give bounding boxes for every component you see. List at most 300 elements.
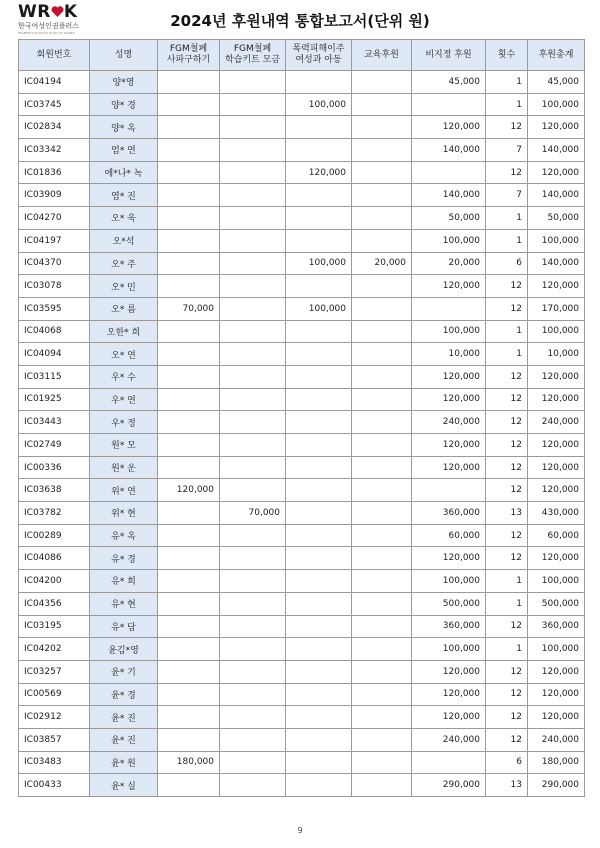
column-header-label: 교육후원 xyxy=(364,49,399,60)
table-row xyxy=(19,229,585,252)
count-cell: 1 xyxy=(486,343,528,366)
column-header-label: 후원총계 xyxy=(538,49,574,60)
undesignated-cell: 500,000 xyxy=(412,592,486,615)
education-cell xyxy=(352,592,412,615)
fgm-kit-cell xyxy=(220,570,286,593)
education-cell xyxy=(352,502,412,525)
column-header xyxy=(90,40,158,71)
column-header-label: 성명 xyxy=(114,49,133,60)
undesignated-cell xyxy=(412,297,486,320)
count-cell: 7 xyxy=(486,184,528,207)
table-row xyxy=(19,502,585,525)
undesignated-cell xyxy=(412,479,486,502)
name-cell: 윤* 원 xyxy=(90,751,158,774)
education-cell xyxy=(352,320,412,343)
total-cell: 60,000 xyxy=(528,524,585,547)
migrant-women-cell xyxy=(286,388,352,411)
total-cell: 120,000 xyxy=(528,434,585,457)
name-cell: 오* 름 xyxy=(90,297,158,320)
member-id-cell: IC04094 xyxy=(19,343,90,366)
count-cell: 1 xyxy=(486,570,528,593)
member-id-cell: IC00289 xyxy=(19,524,90,547)
name-cell: 유* 담 xyxy=(90,615,158,638)
name-cell: 유* 경 xyxy=(90,547,158,570)
undesignated-cell: 100,000 xyxy=(412,320,486,343)
count-cell: 1 xyxy=(486,592,528,615)
count-cell: 12 xyxy=(486,411,528,434)
table-row xyxy=(19,774,585,797)
total-cell: 100,000 xyxy=(528,638,585,661)
undesignated-cell: 120,000 xyxy=(412,275,486,298)
fgm-safa-cell xyxy=(158,434,220,457)
total-cell: 50,000 xyxy=(528,207,585,230)
table-row xyxy=(19,139,585,162)
column-header xyxy=(19,40,90,71)
fgm-kit-cell xyxy=(220,615,286,638)
fgm-kit-cell xyxy=(220,93,286,116)
table-row xyxy=(19,434,585,457)
member-id-cell: IC03115 xyxy=(19,365,90,388)
name-cell: 오*석 xyxy=(90,229,158,252)
count-cell: 12 xyxy=(486,116,528,139)
undesignated-cell: 120,000 xyxy=(412,365,486,388)
count-cell: 1 xyxy=(486,207,528,230)
undesignated-cell: 120,000 xyxy=(412,388,486,411)
column-header-label-line2: 여성과 아동 xyxy=(295,55,342,65)
total-cell: 140,000 xyxy=(528,139,585,162)
fgm-kit-cell xyxy=(220,184,286,207)
table-row xyxy=(19,615,585,638)
undesignated-cell: 290,000 xyxy=(412,774,486,797)
fgm-kit-cell xyxy=(220,547,286,570)
count-cell: 1 xyxy=(486,93,528,116)
education-cell xyxy=(352,660,412,683)
table-row xyxy=(19,93,585,116)
column-header xyxy=(352,40,412,71)
member-id-cell: IC03782 xyxy=(19,502,90,525)
fgm-kit-cell xyxy=(220,388,286,411)
education-cell xyxy=(352,570,412,593)
column-header xyxy=(528,40,585,71)
count-cell: 6 xyxy=(486,751,528,774)
undesignated-cell xyxy=(412,161,486,184)
fgm-safa-cell xyxy=(158,71,220,94)
fgm-kit-cell xyxy=(220,434,286,457)
table-row xyxy=(19,638,585,661)
name-cell: 윤* 기 xyxy=(90,660,158,683)
fgm-safa-cell xyxy=(158,547,220,570)
migrant-women-cell xyxy=(286,456,352,479)
fgm-safa-cell xyxy=(158,184,220,207)
count-cell: 12 xyxy=(486,479,528,502)
migrant-women-cell: 100,000 xyxy=(286,297,352,320)
fgm-kit-cell xyxy=(220,320,286,343)
fgm-kit-cell xyxy=(220,207,286,230)
undesignated-cell: 140,000 xyxy=(412,184,486,207)
total-cell: 120,000 xyxy=(528,660,585,683)
total-cell: 500,000 xyxy=(528,592,585,615)
page-number: 9 xyxy=(297,826,303,835)
count-cell: 12 xyxy=(486,615,528,638)
member-id-cell: IC04086 xyxy=(19,547,90,570)
member-id-cell: IC04068 xyxy=(19,320,90,343)
name-cell: 위* 현 xyxy=(90,502,158,525)
migrant-women-cell xyxy=(286,751,352,774)
undesignated-cell: 120,000 xyxy=(412,683,486,706)
table-row xyxy=(19,524,585,547)
total-cell: 240,000 xyxy=(528,411,585,434)
undesignated-cell: 120,000 xyxy=(412,660,486,683)
table-row xyxy=(19,320,585,343)
count-cell: 12 xyxy=(486,547,528,570)
fgm-kit-cell xyxy=(220,660,286,683)
fgm-safa-cell xyxy=(158,343,220,366)
fgm-safa-cell xyxy=(158,570,220,593)
education-cell xyxy=(352,184,412,207)
education-cell xyxy=(352,547,412,570)
count-cell: 12 xyxy=(486,275,528,298)
undesignated-cell: 360,000 xyxy=(412,502,486,525)
count-cell: 12 xyxy=(486,161,528,184)
total-cell: 120,000 xyxy=(528,706,585,729)
total-cell: 120,000 xyxy=(528,456,585,479)
migrant-women-cell xyxy=(286,71,352,94)
member-id-cell: IC01836 xyxy=(19,161,90,184)
name-cell: 원* 모 xyxy=(90,434,158,457)
name-cell: 에*나* 녹 xyxy=(90,161,158,184)
member-id-cell: IC02912 xyxy=(19,706,90,729)
fgm-safa-cell xyxy=(158,320,220,343)
fgm-safa-cell xyxy=(158,411,220,434)
total-cell: 240,000 xyxy=(528,728,585,751)
count-cell: 12 xyxy=(486,297,528,320)
undesignated-cell: 10,000 xyxy=(412,343,486,366)
count-cell: 12 xyxy=(486,434,528,457)
total-cell: 120,000 xyxy=(528,161,585,184)
member-id-cell: IC04370 xyxy=(19,252,90,275)
column-header-label: FGM철폐 xyxy=(233,44,272,54)
fgm-safa-cell xyxy=(158,116,220,139)
table-row xyxy=(19,706,585,729)
total-cell: 120,000 xyxy=(528,116,585,139)
undesignated-cell: 100,000 xyxy=(412,229,486,252)
migrant-women-cell xyxy=(286,570,352,593)
column-header-label-line2: 사파구하기 xyxy=(166,55,211,65)
count-cell: 12 xyxy=(486,706,528,729)
member-id-cell: IC03595 xyxy=(19,297,90,320)
fgm-kit-cell xyxy=(220,683,286,706)
member-id-cell: IC04202 xyxy=(19,638,90,661)
total-cell: 10,000 xyxy=(528,343,585,366)
fgm-safa-cell xyxy=(158,592,220,615)
migrant-women-cell xyxy=(286,365,352,388)
undesignated-cell: 120,000 xyxy=(412,547,486,570)
undesignated-cell: 360,000 xyxy=(412,615,486,638)
education-cell xyxy=(352,71,412,94)
fgm-kit-cell xyxy=(220,275,286,298)
name-cell: 양*영 xyxy=(90,71,158,94)
total-cell: 120,000 xyxy=(528,683,585,706)
column-header xyxy=(158,40,220,71)
education-cell xyxy=(352,139,412,162)
fgm-kit-cell xyxy=(220,456,286,479)
education-cell xyxy=(352,524,412,547)
name-cell: 윤* 실 xyxy=(90,774,158,797)
member-id-cell: IC03857 xyxy=(19,728,90,751)
table-row xyxy=(19,683,585,706)
table-row xyxy=(19,71,585,94)
migrant-women-cell xyxy=(286,229,352,252)
education-cell xyxy=(352,751,412,774)
member-id-cell: IC03745 xyxy=(19,93,90,116)
undesignated-cell: 120,000 xyxy=(412,456,486,479)
table-row xyxy=(19,547,585,570)
migrant-women-cell: 100,000 xyxy=(286,252,352,275)
migrant-women-cell xyxy=(286,774,352,797)
total-cell: 100,000 xyxy=(528,320,585,343)
fgm-kit-cell xyxy=(220,774,286,797)
count-cell: 12 xyxy=(486,456,528,479)
fgm-safa-cell xyxy=(158,207,220,230)
page-title: 2024년 후원내역 통합보고서(단위 원) xyxy=(170,12,430,30)
count-cell: 6 xyxy=(486,252,528,275)
count-cell: 12 xyxy=(486,728,528,751)
education-cell xyxy=(352,116,412,139)
total-cell: 290,000 xyxy=(528,774,585,797)
table-row xyxy=(19,161,585,184)
fgm-safa-cell xyxy=(158,774,220,797)
education-cell xyxy=(352,456,412,479)
education-cell xyxy=(352,275,412,298)
member-id-cell: IC00569 xyxy=(19,683,90,706)
table-row xyxy=(19,660,585,683)
migrant-women-cell xyxy=(286,184,352,207)
fgm-safa-cell xyxy=(158,706,220,729)
donation-report-table xyxy=(18,39,585,797)
name-cell: 우* 연 xyxy=(90,388,158,411)
member-id-cell: IC01925 xyxy=(19,388,90,411)
undesignated-cell: 45,000 xyxy=(412,71,486,94)
fgm-kit-cell: 70,000 xyxy=(220,502,286,525)
table-header-row xyxy=(19,40,585,71)
education-cell xyxy=(352,388,412,411)
education-cell xyxy=(352,93,412,116)
education-cell xyxy=(352,434,412,457)
education-cell xyxy=(352,297,412,320)
fgm-safa-cell xyxy=(158,161,220,184)
member-id-cell: IC03909 xyxy=(19,184,90,207)
fgm-kit-cell xyxy=(220,71,286,94)
table-row xyxy=(19,479,585,502)
education-cell xyxy=(352,706,412,729)
fgm-kit-cell xyxy=(220,365,286,388)
name-cell: 윤* 진 xyxy=(90,728,158,751)
member-id-cell: IC03078 xyxy=(19,275,90,298)
total-cell: 100,000 xyxy=(528,93,585,116)
fgm-kit-cell xyxy=(220,411,286,434)
fgm-kit-cell xyxy=(220,728,286,751)
name-cell: 엄* 연 xyxy=(90,139,158,162)
member-id-cell: IC03638 xyxy=(19,479,90,502)
table-row xyxy=(19,252,585,275)
education-cell xyxy=(352,365,412,388)
fgm-safa-cell xyxy=(158,252,220,275)
migrant-women-cell xyxy=(286,320,352,343)
education-cell xyxy=(352,638,412,661)
undesignated-cell: 140,000 xyxy=(412,139,486,162)
table-row xyxy=(19,365,585,388)
fgm-safa-cell xyxy=(158,683,220,706)
fgm-kit-cell xyxy=(220,139,286,162)
member-id-cell: IC03443 xyxy=(19,411,90,434)
education-cell xyxy=(352,683,412,706)
fgm-kit-cell xyxy=(220,343,286,366)
undesignated-cell: 240,000 xyxy=(412,728,486,751)
migrant-women-cell xyxy=(286,411,352,434)
table-row xyxy=(19,184,585,207)
name-cell: 유* 현 xyxy=(90,592,158,615)
education-cell xyxy=(352,411,412,434)
member-id-cell: IC00336 xyxy=(19,456,90,479)
fgm-safa-cell xyxy=(158,615,220,638)
name-cell: 윤김*영 xyxy=(90,638,158,661)
name-cell: 오* 욱 xyxy=(90,207,158,230)
name-cell: 원* 운 xyxy=(90,456,158,479)
fgm-kit-cell xyxy=(220,751,286,774)
count-cell: 12 xyxy=(486,524,528,547)
migrant-women-cell xyxy=(286,524,352,547)
fgm-safa-cell xyxy=(158,275,220,298)
table-row xyxy=(19,751,585,774)
table-row xyxy=(19,728,585,751)
migrant-women-cell xyxy=(286,615,352,638)
count-cell: 12 xyxy=(486,683,528,706)
logo-text-right: K xyxy=(63,2,78,22)
table-row xyxy=(19,411,585,434)
column-header-label: 회원번호 xyxy=(36,49,72,60)
member-id-cell: IC03257 xyxy=(19,660,90,683)
total-cell: 100,000 xyxy=(528,570,585,593)
migrant-women-cell: 120,000 xyxy=(286,161,352,184)
fgm-kit-cell xyxy=(220,252,286,275)
count-cell: 12 xyxy=(486,388,528,411)
education-cell xyxy=(352,229,412,252)
fgm-safa-cell xyxy=(158,229,220,252)
migrant-women-cell xyxy=(286,728,352,751)
migrant-women-cell xyxy=(286,502,352,525)
count-cell: 13 xyxy=(486,502,528,525)
table-row xyxy=(19,116,585,139)
migrant-women-cell xyxy=(286,683,352,706)
logo-text-left: WR xyxy=(18,2,51,22)
fgm-safa-cell xyxy=(158,660,220,683)
education-cell xyxy=(352,615,412,638)
logo-subtitle: 한국여성인권플러스 xyxy=(18,22,79,30)
fgm-safa-cell: 180,000 xyxy=(158,751,220,774)
count-cell: 1 xyxy=(486,229,528,252)
member-id-cell: IC04270 xyxy=(19,207,90,230)
member-id-cell: IC04197 xyxy=(19,229,90,252)
migrant-women-cell xyxy=(286,139,352,162)
name-cell: 염* 진 xyxy=(90,184,158,207)
column-header-label: 횟수 xyxy=(497,49,516,60)
total-cell: 120,000 xyxy=(528,479,585,502)
table-row xyxy=(19,207,585,230)
column-header-label: 비지정 후원 xyxy=(425,49,472,60)
column-header xyxy=(412,40,486,71)
fgm-kit-cell xyxy=(220,229,286,252)
name-cell: 위* 연 xyxy=(90,479,158,502)
total-cell: 120,000 xyxy=(528,275,585,298)
table-row xyxy=(19,592,585,615)
fgm-kit-cell xyxy=(220,116,286,139)
migrant-women-cell xyxy=(286,207,352,230)
count-cell: 1 xyxy=(486,71,528,94)
name-cell: 윤* 진 xyxy=(90,706,158,729)
table-row xyxy=(19,297,585,320)
member-id-cell: IC04194 xyxy=(19,71,90,94)
name-cell: 오한* 희 xyxy=(90,320,158,343)
total-cell: 360,000 xyxy=(528,615,585,638)
name-cell: 유* 희 xyxy=(90,570,158,593)
name-cell: 우* 정 xyxy=(90,411,158,434)
total-cell: 45,000 xyxy=(528,71,585,94)
migrant-women-cell xyxy=(286,638,352,661)
name-cell: 오* 민 xyxy=(90,275,158,298)
fgm-safa-cell xyxy=(158,638,220,661)
fgm-safa-cell xyxy=(158,365,220,388)
table-row xyxy=(19,456,585,479)
migrant-women-cell xyxy=(286,343,352,366)
total-cell: 180,000 xyxy=(528,751,585,774)
table-row xyxy=(19,388,585,411)
education-cell xyxy=(352,343,412,366)
column-header-label: FGM철폐 xyxy=(169,44,208,54)
fgm-safa-cell: 70,000 xyxy=(158,297,220,320)
count-cell: 7 xyxy=(486,139,528,162)
column-header xyxy=(486,40,528,71)
name-cell: 윤* 경 xyxy=(90,683,158,706)
member-id-cell: IC04356 xyxy=(19,592,90,615)
education-cell: 20,000 xyxy=(352,252,412,275)
migrant-women-cell xyxy=(286,547,352,570)
undesignated-cell: 60,000 xyxy=(412,524,486,547)
member-id-cell: IC00433 xyxy=(19,774,90,797)
member-id-cell: IC04200 xyxy=(19,570,90,593)
count-cell: 12 xyxy=(486,660,528,683)
member-id-cell: IC02834 xyxy=(19,116,90,139)
fgm-safa-cell xyxy=(158,139,220,162)
undesignated-cell: 50,000 xyxy=(412,207,486,230)
fgm-kit-cell xyxy=(220,161,286,184)
fgm-safa-cell xyxy=(158,456,220,479)
fgm-kit-cell xyxy=(220,479,286,502)
fgm-kit-cell xyxy=(220,706,286,729)
count-cell: 13 xyxy=(486,774,528,797)
education-cell xyxy=(352,774,412,797)
total-cell: 140,000 xyxy=(528,184,585,207)
fgm-safa-cell xyxy=(158,93,220,116)
education-cell xyxy=(352,728,412,751)
member-id-cell: IC02749 xyxy=(19,434,90,457)
migrant-women-cell xyxy=(286,434,352,457)
total-cell: 120,000 xyxy=(528,388,585,411)
fgm-kit-cell xyxy=(220,638,286,661)
undesignated-cell xyxy=(412,93,486,116)
undesignated-cell xyxy=(412,751,486,774)
page-header xyxy=(0,0,600,40)
migrant-women-cell xyxy=(286,275,352,298)
